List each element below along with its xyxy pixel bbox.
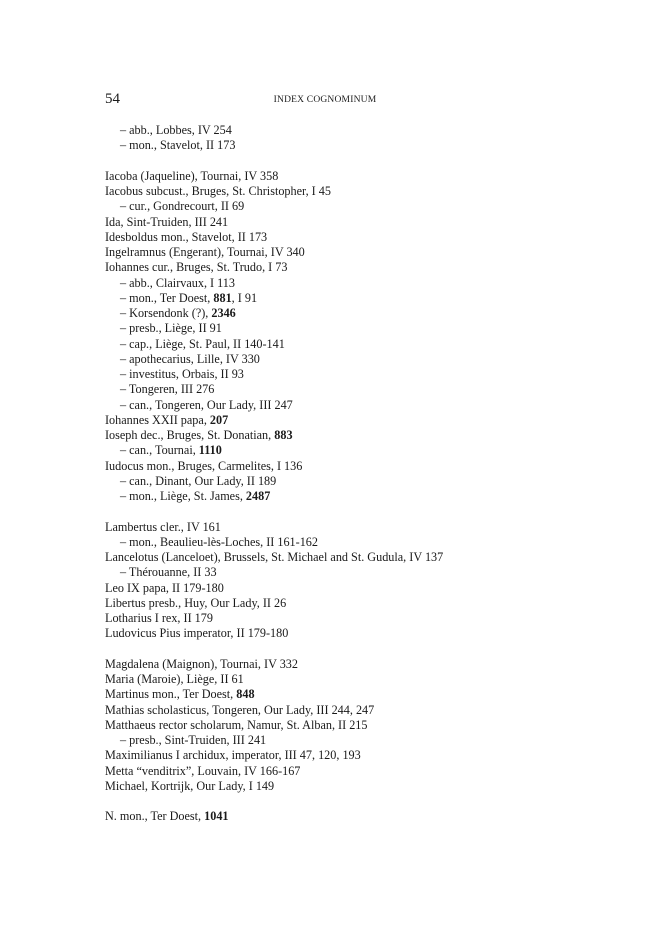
index-subentry [105, 733, 545, 748]
entry-text: Iudocus mon., Bruges, Carmelites, I 136 [105, 458, 303, 473]
entry-text: – mon., Stavelot, II 173 [120, 138, 236, 153]
index-entry [105, 184, 545, 199]
index-subentry [105, 382, 545, 397]
index-entry [105, 169, 545, 184]
index-entry [105, 520, 545, 535]
index-subentry [105, 474, 545, 489]
index-subentry [105, 321, 545, 336]
entry-text: Maximilianus I archidux, imperator, III 47, 120, 193 [105, 748, 361, 763]
entry-text: Lambertus cler., IV 161 [105, 519, 221, 534]
entry-bold-reference: 207 [209, 412, 229, 427]
entry-text: Idesboldus mon., Stavelot, II 173 [105, 229, 268, 244]
index-subentry [105, 565, 545, 580]
index-entry [105, 459, 545, 474]
entry-text: – can., Tournai, [120, 443, 199, 458]
entry-text: – cap., Liège, St. Paul, II 140-141 [120, 336, 285, 351]
index-subentry [105, 337, 545, 352]
index-entry [105, 550, 545, 565]
index-entry [105, 245, 545, 260]
index-subentry [105, 199, 545, 214]
index-entry [105, 779, 545, 794]
entry-text: – mon., Beaulieu-lès-Loches, II 161-162 [120, 534, 318, 549]
entry-bold-reference: 1110 [198, 443, 222, 458]
entry-text: – presb., Sint-Truiden, III 241 [120, 733, 267, 747]
index-entry [105, 596, 545, 611]
entry-text-after: , I 91 [231, 290, 258, 305]
index-subentry [105, 535, 545, 550]
entry-bold-reference: 883 [274, 428, 293, 442]
index-entry [105, 215, 545, 230]
entry-text: Ida, Sint-Truiden, III 241 [105, 214, 229, 229]
entry-text: Metta “venditrix”, Louvain, IV 166-167 [105, 763, 301, 778]
entry-text: Matthaeus rector scholarum, Namur, St. Alban, II 215 [105, 717, 368, 732]
entry-bold-reference: 881 [213, 290, 232, 305]
entry-text: – mon., Ter Doest, [120, 290, 214, 305]
entry-text: – mon., Liège, St. James, [120, 489, 246, 503]
index-entry [105, 626, 545, 641]
entry-text: Maria (Maroie), Liège, II 61 [105, 672, 244, 686]
index-subentry [105, 398, 545, 413]
index-entry [105, 672, 545, 687]
entry-text: – presb., Liège, II 91 [120, 321, 222, 336]
entry-bold-reference: 848 [236, 687, 255, 702]
index-entry [105, 687, 545, 702]
index-subentry [105, 123, 545, 138]
entry-text: Iacoba (Jaqueline), Tournai, IV 358 [105, 168, 279, 183]
entry-bold-reference: 2487 [245, 489, 271, 503]
index-entry [105, 703, 545, 718]
index-subentry [105, 138, 545, 153]
index-entry [105, 764, 545, 779]
index-entry [105, 611, 545, 626]
entry-bold-reference: 1041 [204, 809, 229, 824]
index-subentry [105, 367, 545, 382]
index-subentry [105, 306, 545, 321]
entry-text: Lotharius I rex, II 179 [105, 611, 213, 625]
index-subentry [105, 352, 545, 367]
index-entry [105, 428, 545, 443]
entry-text: Martinus mon., Ter Doest, [105, 687, 237, 702]
index-entry [105, 581, 545, 596]
entry-text: – can., Dinant, Our Lady, II 189 [120, 473, 277, 488]
running-title: INDEX COGNOMINUM [273, 95, 377, 105]
index-entry [105, 748, 545, 763]
entry-text: – abb., Clairvaux, I 113 [120, 275, 235, 290]
index-subentry [105, 489, 545, 504]
entry-bold-reference: 2346 [211, 306, 236, 320]
entry-text: – cur., Gondrecourt, II 69 [120, 199, 245, 214]
entry-text: Magdalena (Maignon), Tournai, IV 332 [105, 656, 298, 671]
entry-text: Michael, Kortrijk, Our Lady, I 149 [105, 778, 275, 793]
entry-text: – Tongeren, III 276 [120, 382, 215, 397]
page-number: 54 [105, 91, 120, 107]
entry-text: Iacobus subcust., Bruges, St. Christopher, I 45 [105, 184, 331, 198]
index-body [105, 123, 545, 825]
entry-text: Ioseph dec., Bruges, St. Donatian, [105, 428, 275, 442]
entry-text: – abb., Lobbes, IV 254 [120, 123, 232, 137]
entry-text: N. mon., Ter Doest, [105, 809, 205, 824]
index-subentry [105, 276, 545, 291]
entry-text: Libertus presb., Huy, Our Lady, II 26 [105, 595, 287, 610]
entry-text: Iohannes cur., Bruges, St. Trudo, I 73 [105, 260, 288, 275]
entry-text: Iohannes XXII papa, [105, 412, 210, 427]
entry-text: – Thérouanne, II 33 [120, 565, 217, 580]
entry-text: Ingelramnus (Engerant), Tournai, IV 340 [105, 245, 305, 259]
index-entry [105, 260, 545, 275]
index-entry [105, 657, 545, 672]
entry-text: Leo IX papa, II 179-180 [105, 580, 224, 595]
entry-text: – investitus, Orbais, II 93 [120, 367, 244, 381]
index-entry [105, 413, 545, 428]
index-entry [105, 718, 545, 733]
index-subentry [105, 291, 545, 306]
entry-text: – apothecarius, Lille, IV 330 [120, 351, 260, 366]
index-entry [105, 809, 545, 824]
entry-text: Ludovicus Pius imperator, II 179-180 [105, 626, 289, 641]
index-subentry [105, 443, 545, 458]
index-entry [105, 230, 545, 245]
entry-text: – can., Tongeren, Our Lady, III 247 [120, 397, 293, 412]
entry-text: Mathias scholasticus, Tongeren, Our Lady, III 244, 247 [105, 702, 375, 717]
entry-text: Lancelotus (Lanceloet), Brussels, St. Michael and St. Gudula, IV 137 [105, 550, 444, 564]
entry-text: – Korsendonk (?), [120, 306, 212, 320]
